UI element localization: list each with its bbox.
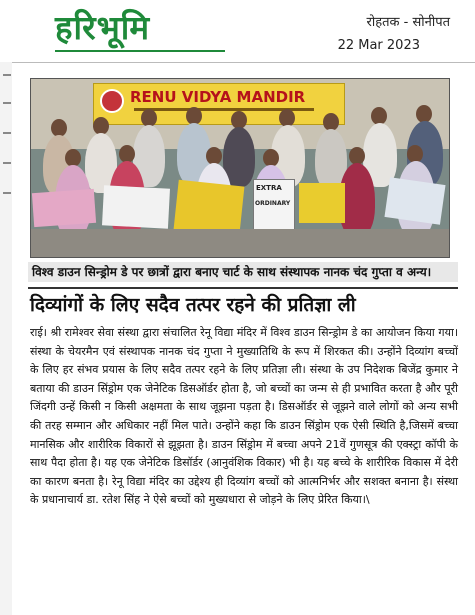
banner-text: RENU VIDYA MANDIR [130, 88, 306, 106]
photo-caption: विश्व डाउन सिन्ड्रोम डे पर छात्रों द्वारा बनाए चार्ट के साथ संस्थापक नानक चंद गुप्ता व अन्य। [28, 262, 458, 282]
adjacent-text-fragment [3, 162, 11, 164]
student-chart [384, 177, 445, 224]
masthead [0, 0, 475, 62]
adjacent-text-fragment [3, 192, 11, 194]
article-body: राई। श्री रामेश्वर सेवा संस्था द्वारा संचालित रेनू विद्या मंदिर में विश्व डाउन सिन्ड्रोम डे का आयोजन किया गया। संस्था के चेयरमैन एवं संस्थापक नानक चंद गुप्ता ने मुख्यातिथि के रूप में शिरकत की। उन्होंने दिव्यांग बच्चों के लिए हर संभव प्रयास के लिए सदैव तत्पर रहने के लिए प्रतिज्ञा ली। संस्था के उप निदेशक बिजेंद्र कुमार ने बताया की डाउन सिंड्रोम एक जेनेटिक डिसऑर्डर होता है, जो बच्चों का जन्म से ही प्रभावित करता है और पूरी जिंदगी उन्हें किसी न किसी अक्षमता के साथ जूझना पड़ता है। डिसऑर्डर से जूझने वाले लोगों को अन्य सभी की तरह सम्मान और अधिकार नहीं मिल पाते। उन्होंने कहा कि डाउन सिंड्रोम एक ऐसी स्थिति है,जिसमें बच्चा मानसिक और शारीरिक विकारों से झूझता है। डाउन सिंड्रोम में बच्चा अपने 21वें गुणसूत्र की एक्स्ट्रा कॉपी के साथ पैदा होता है। यह एक जेनेटिक डिसॉर्डर (आनुवंशिक विकार) भी है। यह बच्चे के शारीरिक विकास में देरी का कारण बनता है। रेनू विद्या मंदिर का उद्देश्य ही दिव्यांग बच्चों को आत्मनिर्भर और सशक्त बनाना है। संस्था के प्रधानाचार्य डा. रतेश सिंह ने ऐसे बच्चों को मुख्यधारा से जोड़ने के लिए प्रेरित किया।\ [30, 326, 458, 507]
adjacent-text-fragment [3, 132, 11, 134]
adjacent-column-edge [0, 62, 12, 615]
publication-date: 22 Mar 2023 [337, 38, 420, 53]
masthead-divider [0, 62, 475, 63]
edition-label: रोहतक - सोनीपत [366, 15, 450, 30]
student-chart [32, 189, 96, 227]
adjacent-text-fragment [3, 74, 11, 76]
event-photo [30, 78, 450, 258]
newspaper-logo: हरिभूमि [55, 8, 151, 47]
student-chart [102, 185, 170, 228]
school-seal-icon [100, 89, 124, 113]
article-headline: दिव्यांगों के लिए सदैव तत्पर रहने की प्रतिज्ञा ली [30, 294, 356, 316]
adjacent-text-fragment [3, 102, 11, 104]
chart-text: ORDINARY [255, 200, 291, 207]
student-chart [299, 183, 345, 223]
school-banner [93, 83, 345, 125]
logo-underline [55, 50, 225, 52]
headline-rule [28, 287, 458, 289]
student-chart [174, 180, 245, 237]
extraordinary-chart [253, 179, 295, 233]
chart-text: EXTRA [256, 184, 282, 192]
photo-floor [31, 229, 449, 257]
